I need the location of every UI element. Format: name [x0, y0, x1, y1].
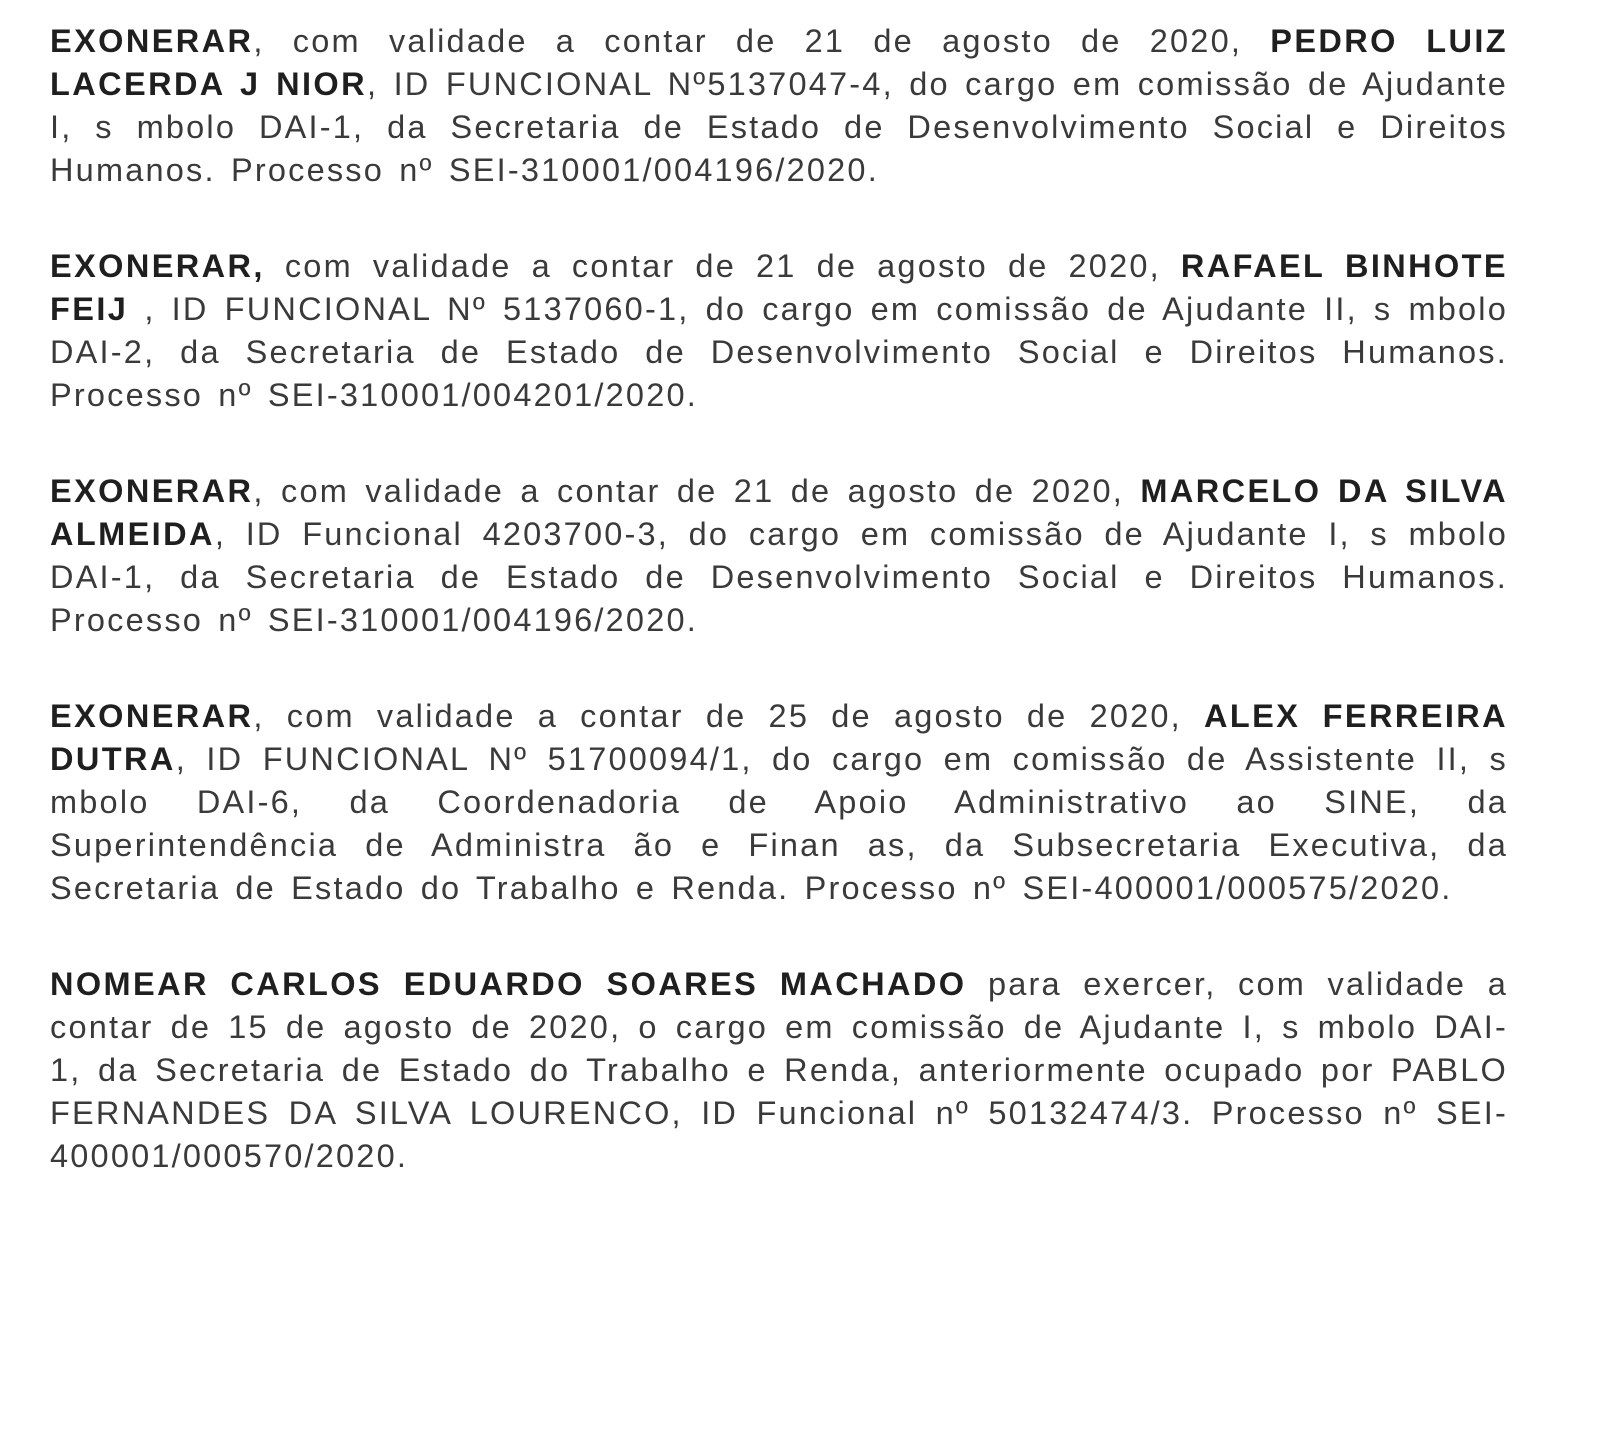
act-text: , ID Funcional 4203700-3, do cargo em comissão de Ajudante I, s mbolo DAI-1, da Secretaria de Estado de Desenvolvimento Social e Direitos Humanos. Processo nº SEI-310001/004196/2020. — [50, 516, 1508, 638]
act-paragraph — [50, 20, 1508, 192]
document-body — [50, 20, 1508, 1178]
act-verb: EXONERAR — [50, 698, 254, 734]
act-text: para exercer, com validade a contar de 15 de agosto de 2020, o cargo em comissão de Ajudante I, s mbolo DAI-1, da Secretaria de Estado do Trabalho e Renda, anteriormente ocupado por PABLO FERNANDES DA SILVA LOURENCO, ID Funcional nº 50132474/3. Processo nº SEI-400001/000570/2020. — [50, 966, 1509, 1174]
act-verb: EXONERAR — [50, 473, 254, 509]
act-text: com validade a contar de 21 de agosto de 2020, — [264, 248, 1181, 284]
act-paragraph — [50, 470, 1508, 642]
act-verb: EXONERAR — [50, 23, 254, 59]
act-paragraph — [50, 245, 1508, 417]
act-paragraph — [50, 963, 1508, 1178]
person-name: PEDRO LUIZ LACERDA J NIOR — [50, 23, 1508, 102]
act-verb: EXONERAR, — [50, 248, 265, 284]
act-text: , ID FUNCIONAL Nº 5137060-1, do cargo em comissão de Ajudante II, s mbolo DAI-2, da Secretaria de Estado de Desenvolvimento Social e Direitos Humanos. Processo nº SEI-310001/004201/2020. — [50, 291, 1508, 413]
act-text: , com validade a contar de 21 de agosto de 2020, — [253, 23, 1271, 59]
person-name: CARLOS EDUARDO SOARES MACHADO — [230, 966, 967, 1002]
person-name: MARCELO DA SILVA ALMEIDA — [50, 473, 1509, 552]
act-text: , ID FUNCIONAL Nº5137047-4, do cargo em comissão de Ajudante I, s mbolo DAI-1, da Secretaria de Estado de Desenvolvimento Social e Direitos Humanos. Processo nº SEI-310001/004196/2020. — [50, 66, 1508, 188]
act-paragraph — [50, 695, 1508, 910]
person-name: RAFAEL BINHOTE FEIJ — [50, 248, 1508, 327]
act-text: , com validade a contar de 21 de agosto de 2020, — [253, 473, 1141, 509]
act-verb: NOMEAR — [50, 966, 209, 1002]
act-text: , com validade a contar de 25 de agosto de 2020, — [253, 698, 1205, 734]
act-text — [209, 966, 231, 1002]
person-name: ALEX FERREIRA DUTRA — [50, 698, 1508, 777]
act-text: , ID FUNCIONAL Nº 51700094/1, do cargo em comissão de Assistente II, s mbolo DAI-6, da Coordenadoria de Apoio Administrativo ao SINE, da Superintendência de Administra ão e Finan as, da Subsecretaria Executiva, da Secretaria de Estado do Trabalho e Renda. Processo nº SEI-400001/000575/2020. — [50, 741, 1508, 906]
